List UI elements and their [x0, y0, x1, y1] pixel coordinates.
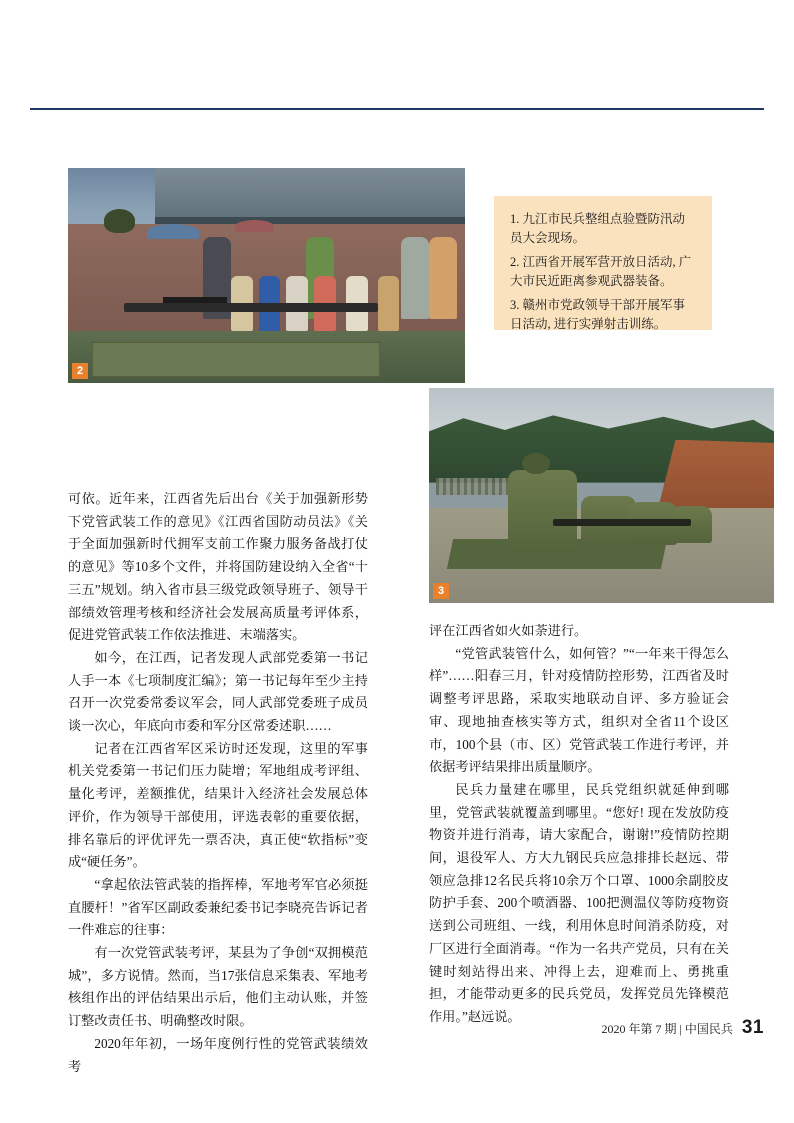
issue-label: 2020 年第 7 期 | 中国民兵	[601, 1021, 733, 1036]
photo-umbrella	[147, 224, 199, 239]
photo-number-badge: 3	[433, 583, 449, 599]
paragraph: 民兵力量建在哪里，民兵党组织就延伸到哪里，党管武装就覆盖到哪里。“您好! 现在发放防疫物资并进行消毒，请大家配合，谢谢!”疫情防控期间，退役军人、方大九钢民兵应急排排长赵远、带领应急排12名民兵将10余万个口罩、1000余副胶皮防护手套、200个喷酒器、100把测温仪等防疫物资送到公司班组、一线，利用休息时间消杀防疫，对厂区进行全面消毒。“作为一名共产党员，只有在关键时刻站得出来、冲得上去，迎难而上、勇挑重担，才能带动更多的民兵党员，发挥党员先锋模范作用。”赵远说。	[429, 781, 729, 1024]
paragraph: 有一次党管武装考评，某县为了争创“双拥模范城”，多方说情。然而，当17张信息采集表、军地考核组作出的评估结果出示后，他们主动认账，并签订整改责任书、明确整改时限。	[68, 945, 368, 1029]
photo-visitor	[401, 237, 429, 319]
paragraph: “党管武装管什么，如何管？”“一年来干得怎么样”……阳春三月，针对疫情防控形势，江西省及时调整考评思路，采取实地联动自评、多方验证会审、现地抽查核实等方式，组织对全省11个设区市，100个县（市、区）党管武装工作进行考评，并依据考评结果排出质量顺序。	[429, 645, 729, 775]
body-column-right	[429, 620, 729, 1029]
paragraph: 如今，在江西，记者发现人武部党委第一书记人手一本《七项制度汇编》；第一书记每年至少主持召开一次党委常委议军会，同人武部党委班子成员谈一次心，年底向市委和军分区常委述职……	[68, 649, 368, 734]
caption-line-2: 2. 江西省开展军营开放日活动, 广大市民近距离参观武器装备。	[510, 254, 692, 289]
photo-caption-box	[494, 196, 712, 330]
photo-officer-head	[522, 453, 550, 475]
photo-umbrella	[235, 220, 275, 233]
caption-line-3: 3. 赣州市党政领导干部开展军事日活动, 进行实弹射击训练。	[510, 297, 686, 331]
photo-soldier-head	[104, 209, 136, 233]
paragraph: 记者在江西省军区采访时还发现，这里的军事机关党委第一书记们压力陡增；军地组成考评组、量化考评，差额推优，结果计入经济社会发展总体评价，作为领导干部使用，评选表彰的重要依据，排名靠后的评优评先一票否决，真正使“软指标”变成“硬任务”。	[68, 740, 368, 870]
photo-military-open-day	[68, 168, 465, 383]
photo-visitor	[429, 237, 457, 319]
photo-live-fire-training	[429, 388, 774, 603]
body-column-left	[68, 488, 368, 1078]
photo-number-badge: 2	[72, 363, 88, 379]
caption-line-1: 1. 九江市民兵整组点验暨防汛动员大会现场。	[510, 212, 686, 246]
page-number: 31	[741, 1017, 764, 1038]
photo-kneeling-officer	[508, 470, 577, 556]
paragraph: “拿起依法管武装的指挥棒，军地考军官必须挺直腰杆！”省军区副政委兼纪委书记李晓亮告诉记者一件难忘的往事：	[68, 876, 368, 938]
header-rule	[30, 108, 764, 110]
photo-rifle	[124, 303, 378, 312]
paragraph: 评在江西省如火如荼进行。	[429, 623, 588, 638]
photo-rifle	[553, 519, 691, 525]
page-footer	[601, 1017, 764, 1039]
photo-rifle-scope	[163, 297, 227, 303]
photo-child	[378, 276, 400, 332]
photo-display-table	[92, 342, 380, 376]
paragraph: 可依。近年来，江西省先后出台《关于加强新形势下党管武装工作的意见》《江西省国防动员法》《关于全面加强新时代拥军支前工作聚力服务备战打仗的意见》等10多个文件，并将国防建设纳入全省“十三五”规划。纳入省市县三级党政领导班子、领导干部绩效管理考核和经济社会发展高质量考评体系，促进党管武装工作依法推进、末端落实。	[68, 491, 368, 643]
paragraph: 2020年年初，一场年度例行性的党管武装绩效考	[68, 1035, 368, 1074]
